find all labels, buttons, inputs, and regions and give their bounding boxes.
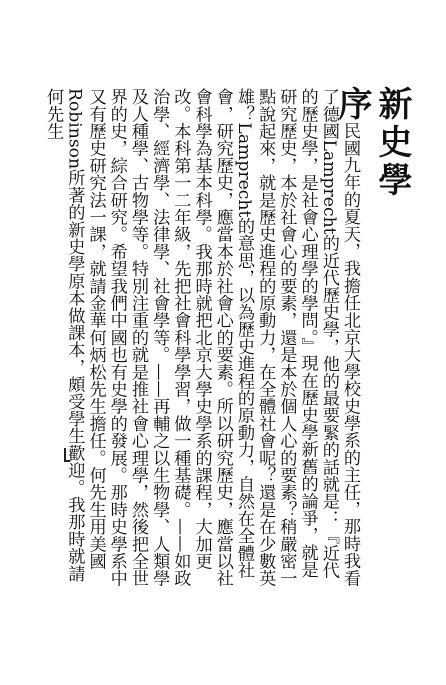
document-title: 新史學序 — [332, 86, 412, 200]
body-text — [43, 88, 360, 588]
page-corner-mark — [64, 448, 70, 462]
paragraph: 民國九年的夏天，我擔任北京大學校史學系的主任，那時我看了德國Lamprecht的近代歷史學，他的最要緊的話就是：『近代的歷史學，是社會心理學的學問。』現在歷史學新舊的論爭，就是研究歷史，本於社會心的要素，還是本於個人心的要素？稍嚴密一點說起來，就是歷史進程的原動力，在全體社會呢？還是在少數英雄？Lamprecht的意思，以為歷史進程的原動力，自然在全體社會，研究歷史，應當本於社會心的要素。所以研究歷史，應當以社會科學為基本科學。我那時就把北京大學史學系的課程，大加更改。本科第一二年級，先把社會科學學習，做一種基礎。——如政治學、經濟學、法律學、社會學等。——再輔之以生物學、人類學及人種學、古物學等。特別注重的就是推社會心理學，然後把全世界的史，綜合研究。希望我們中國也有史學的發展。那時史學系中又有歷史研究法一課，就請金華何炳松先生擔任。何先生用美國Robinson所著的新史學原本做課本，頗受學生歡迎。我那時就請何先生 — [43, 88, 360, 587]
